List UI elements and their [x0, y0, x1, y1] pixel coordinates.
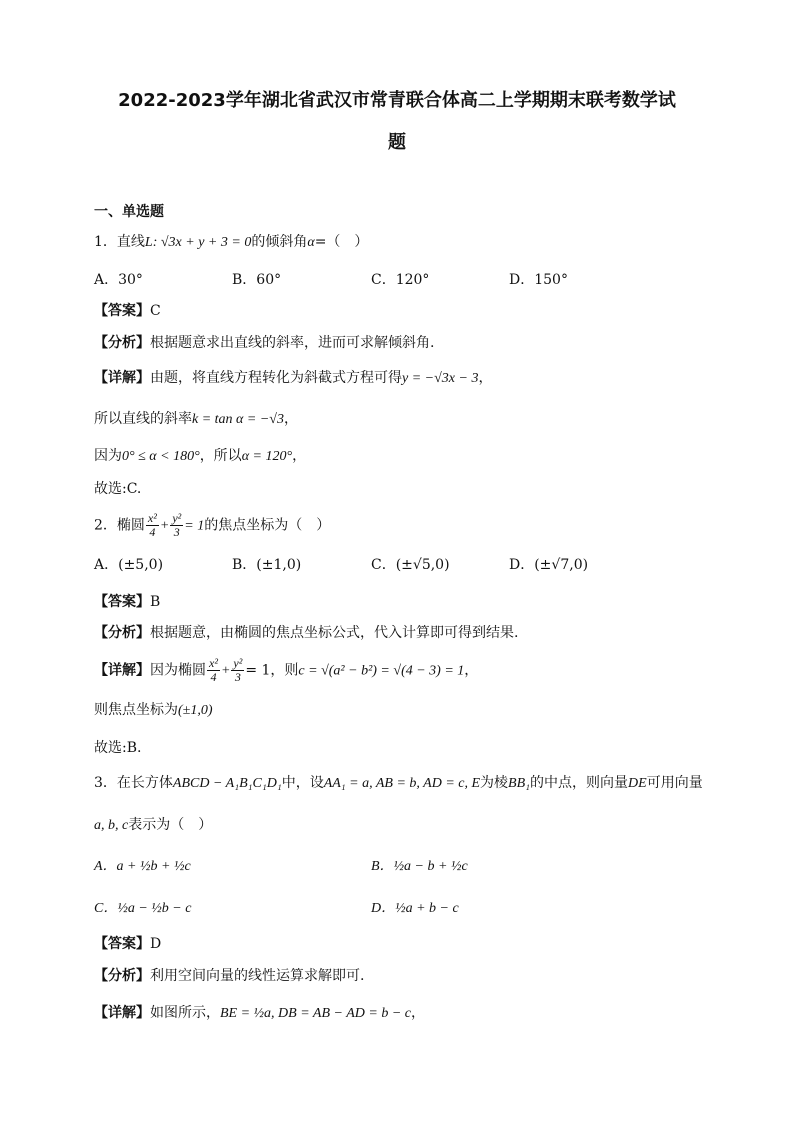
q1-detail-equation: y = −√3x − 3: [402, 371, 479, 386]
q2-frac-y-num: y²: [172, 511, 182, 525]
q2-option-b: B．(±1,0): [232, 557, 302, 573]
q3-detail-post: ，: [410, 1005, 425, 1021]
q2-frac-y-den: 3: [173, 525, 180, 539]
q2-detail-frac-y: [231, 657, 244, 684]
page-title: 2022-2023学年湖北省武汉市常青联合体高二上学期期末联考数学试: [118, 90, 676, 111]
q3-option-d: D．½a + b − c: [371, 901, 459, 916]
q2-number: 2．: [94, 517, 117, 534]
q3-stem-mid: 中，设: [281, 775, 324, 791]
q2-answer: [94, 592, 160, 612]
q1-detail-pre: 由题，将直线方程转化为斜截式方程可得: [150, 370, 402, 386]
q1-stem-post: =（ ）: [314, 234, 369, 250]
q2-detail-frac-y-den: 3: [234, 670, 241, 684]
q1-option-c: C．120°: [371, 272, 430, 288]
q3-option-b: B．½a − b + ½c: [371, 859, 468, 874]
detail-label: 【详解】: [94, 662, 150, 679]
q2-detail-equation: c = √(a² − b²) = √(4 − 3) = 1: [298, 663, 465, 679]
analysis-label: 【分析】: [94, 968, 150, 984]
section-heading: 一、单选题: [94, 204, 164, 220]
q1-answer-value: C: [150, 303, 161, 319]
q2-detail-frac-x-den: 4: [210, 670, 217, 684]
q1-step2-post: ，: [292, 448, 307, 464]
q1-option-d: D．150°: [509, 272, 568, 288]
q3-line2-vectors: a, b, c: [94, 818, 129, 833]
q2-option-c: C．(±√5,0): [371, 557, 450, 573]
q2-frac-x-den: 4: [149, 525, 156, 539]
q1-step2-pre: 因为: [94, 448, 122, 464]
q3-answer-value: D: [150, 936, 162, 952]
q3-detail: [94, 1003, 425, 1024]
q2-answer-value: B: [150, 594, 161, 610]
q3-stem-line2: [94, 815, 212, 836]
q1-step1-post: ，: [283, 411, 298, 427]
q1-stem-mid: 的倾斜角: [251, 234, 308, 250]
answer-label: 【答案】: [94, 303, 150, 319]
q3-answer: [94, 934, 161, 954]
q2-option-a: A．(±5,0): [94, 557, 164, 573]
q2-step1-equation: (±1,0): [178, 703, 213, 718]
analysis-label: 【分析】: [94, 625, 150, 641]
q2-stem: 2．椭圆 $\frac{\text{x²}}{4}$ + $\frac{\text{y²}}{3}$ = 1的焦点坐标为（ ）: [94, 511, 331, 539]
q2-detail: 【详解】因为椭圆 $\frac{\text{x²}}{4}$ + $\frac{\text{y²}}{3}$ = 1，则c = √(a² − b²) = √(4 − 3) = 1，: [94, 656, 479, 684]
q1-analysis: [94, 333, 434, 353]
q3-option-a: A．a + ½b + ½c: [94, 859, 191, 874]
q2-stem-eq-tail: = 1: [184, 518, 205, 534]
answer-label: 【答案】: [94, 936, 150, 952]
q1-stem-var: α: [307, 235, 315, 250]
q2-analysis-text: 根据题意，由椭圆的焦点坐标公式，代入计算即可得到结果.: [150, 625, 519, 641]
q3-stem-mid2: 为棱: [480, 775, 509, 791]
q3-stem-tail: 可用向量: [646, 775, 703, 791]
q2-step1-pre: 则焦点坐标为: [94, 702, 178, 718]
q2-step-1: [94, 700, 213, 721]
q2-option-d: D．(±√7,0): [509, 557, 589, 573]
q1-stem-pre: 直线: [116, 234, 145, 250]
q3-stem: [94, 773, 703, 794]
q1-conclusion: 故选:C.: [94, 481, 142, 497]
detail-label: 【详解】: [94, 1005, 150, 1021]
q3-stem-post: 的中点，则向量: [530, 775, 629, 791]
q3-stem-vectors: AA₁ = a, AB = b, AD = c, E: [323, 776, 481, 791]
analysis-label: 【分析】: [94, 335, 150, 351]
q3-stem-pre: 在长方体: [116, 775, 173, 791]
q2-detail-pre: 因为椭圆: [150, 662, 206, 679]
q3-option-c: C．½a − ½b − c: [94, 901, 192, 916]
q1-step-2: [94, 446, 306, 467]
q2-stem-pre: 椭圆: [116, 517, 145, 534]
q3-detail-pre: 如图所示，: [150, 1005, 220, 1021]
q1-step1-equation: k = tan α = −√3: [192, 412, 284, 427]
q3-line2-post: 表示为（ ）: [128, 817, 213, 833]
q2-detail-mid: = 1，则: [245, 662, 299, 679]
q1-stem-equation: L: √3x + y + 3 = 0: [144, 235, 252, 250]
q1-step2-mid: ，所以: [199, 448, 242, 464]
q2-conclusion: 故选:B.: [94, 740, 142, 756]
q3-number: 3．: [94, 775, 117, 791]
q3-analysis-text: 利用空间向量的线性运算求解即可.: [150, 968, 365, 984]
q1-step2-eq1: 0° ≤ α < 180°: [122, 449, 200, 464]
q2-frac-x: [146, 512, 159, 539]
q1-answer: [94, 301, 161, 321]
q1-option-b: B．60°: [232, 272, 282, 288]
q2-detail-frac-y-num: y²: [233, 656, 243, 670]
q3-detail-equation: BE = ½a, DB = AB − AD = b − c: [220, 1006, 411, 1021]
q2-detail-frac-x: [207, 657, 220, 684]
q1-step-1: [94, 409, 298, 430]
q3-stem-target: DE: [628, 776, 647, 791]
q1-detail: [94, 368, 492, 389]
q1-step1-pre: 所以直线的斜率: [94, 411, 192, 427]
q3-analysis: [94, 966, 364, 986]
q2-detail-post: ，: [464, 662, 479, 679]
q1-number: 1．: [94, 234, 117, 250]
q2-stem-post: 的焦点坐标为（ ）: [204, 517, 331, 534]
q2-analysis: [94, 623, 518, 643]
detail-label: 【详解】: [94, 370, 150, 386]
q1-step2-eq2: α = 120°: [241, 449, 293, 464]
q2-detail-frac-x-num: x²: [209, 656, 218, 670]
answer-label: 【答案】: [94, 594, 150, 610]
q1-option-a: A．30°: [94, 272, 143, 288]
q1-detail-post: ，: [478, 370, 493, 386]
q2-frac-x-num: x²: [147, 511, 157, 525]
q1-stem: [94, 232, 368, 253]
q1-analysis-text: 根据题意求出直线的斜率，进而可求解倾斜角.: [150, 335, 435, 351]
q3-stem-edge: BB₁: [508, 776, 531, 791]
page-title-continued: 题: [388, 132, 406, 153]
q2-frac-y: [170, 512, 183, 539]
q3-stem-body: ABCD − A₁B₁C₁D₁: [172, 776, 282, 791]
